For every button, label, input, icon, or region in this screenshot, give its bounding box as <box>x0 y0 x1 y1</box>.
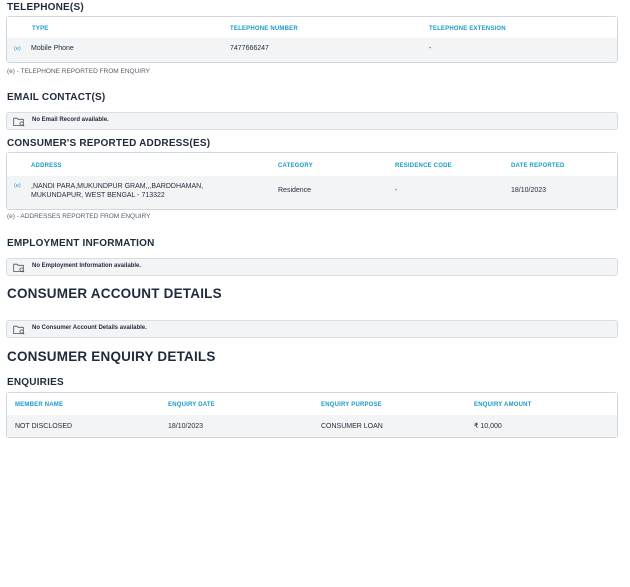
accounts-heading: CONSUMER ACCOUNT DETAILS <box>7 286 222 301</box>
table-row <box>7 176 617 209</box>
enquiries-table-header <box>7 393 617 417</box>
column-header-telephone-extension: TELEPHONE EXTENSION <box>429 26 506 32</box>
address-line-2: MUKUNDAPUR, WEST BENGAL - 713322 <box>31 192 165 199</box>
email-empty-state <box>6 112 618 130</box>
address-residence-code: - <box>395 187 398 194</box>
column-header-enquiry-date: ENQUIRY DATE <box>168 402 215 408</box>
addresses-note: (e) - ADDRESSES REPORTED FROM ENQUIRY <box>7 213 151 220</box>
employment-empty-message: No Employment Information available. <box>32 263 142 269</box>
column-header-category: CATEGORY <box>278 163 313 169</box>
addresses-table <box>6 152 618 210</box>
column-header-date-reported: DATE REPORTED <box>511 163 565 169</box>
email-heading: EMAIL CONTACT(S) <box>7 92 106 103</box>
telephone-number: 7477666247 <box>230 45 269 52</box>
folder-search-icon <box>13 116 25 127</box>
column-header-telephone-number: TELEPHONE NUMBER <box>230 26 298 32</box>
addresses-table-header <box>7 153 617 178</box>
telephones-note: (e) - TELEPHONE REPORTED FROM ENQUIRY <box>7 68 151 75</box>
enquiries-table <box>6 392 618 438</box>
enquiry-flag: (e) <box>14 46 21 52</box>
telephone-extension: - <box>429 45 432 52</box>
employment-empty-state <box>6 258 618 276</box>
enquiry-heading: CONSUMER ENQUIRY DETAILS <box>7 349 216 364</box>
accounts-empty-message: No Consumer Account Details available. <box>32 325 147 331</box>
telephones-table-header <box>7 17 617 40</box>
folder-search-icon <box>13 324 25 335</box>
email-empty-message: No Email Record available. <box>32 117 109 123</box>
employment-heading: EMPLOYMENT INFORMATION <box>7 238 155 249</box>
table-row <box>7 38 617 62</box>
accounts-empty-state <box>6 320 618 338</box>
column-header-type: TYPE <box>32 26 49 32</box>
enquiry-flag: (e) <box>14 183 21 189</box>
enquiries-subheading: ENQUIRIES <box>7 377 64 388</box>
table-row <box>7 415 617 437</box>
telephones-heading: TELEPHONE(S) <box>7 2 84 13</box>
column-header-enquiry-purpose: ENQUIRY PURPOSE <box>321 402 383 408</box>
address-date-reported: 18/10/2023 <box>511 187 547 194</box>
column-header-residence-code: RESIDENCE CODE <box>395 163 452 169</box>
column-header-member-name: MEMBER NAME <box>15 402 64 408</box>
enquiry-amount: ₹ 10,000 <box>474 423 502 430</box>
telephone-type: Mobile Phone <box>31 45 74 52</box>
addresses-heading: CONSUMER'S REPORTED ADDRESS(ES) <box>7 138 211 149</box>
enquiry-date: 18/10/2023 <box>168 423 204 430</box>
address-category: Residence <box>278 187 312 194</box>
telephones-table <box>6 16 618 63</box>
enquiry-member-name: NOT DISCLOSED <box>15 423 73 430</box>
column-header-address: ADDRESS <box>31 163 62 169</box>
folder-search-icon <box>13 262 25 273</box>
enquiry-purpose: CONSUMER LOAN <box>321 423 383 430</box>
address-line-1: ,NANDI PARA,MUKUNDPUR GRAM,,,BARDDHAMAN, <box>31 183 204 190</box>
column-header-enquiry-amount: ENQUIRY AMOUNT <box>474 402 532 408</box>
